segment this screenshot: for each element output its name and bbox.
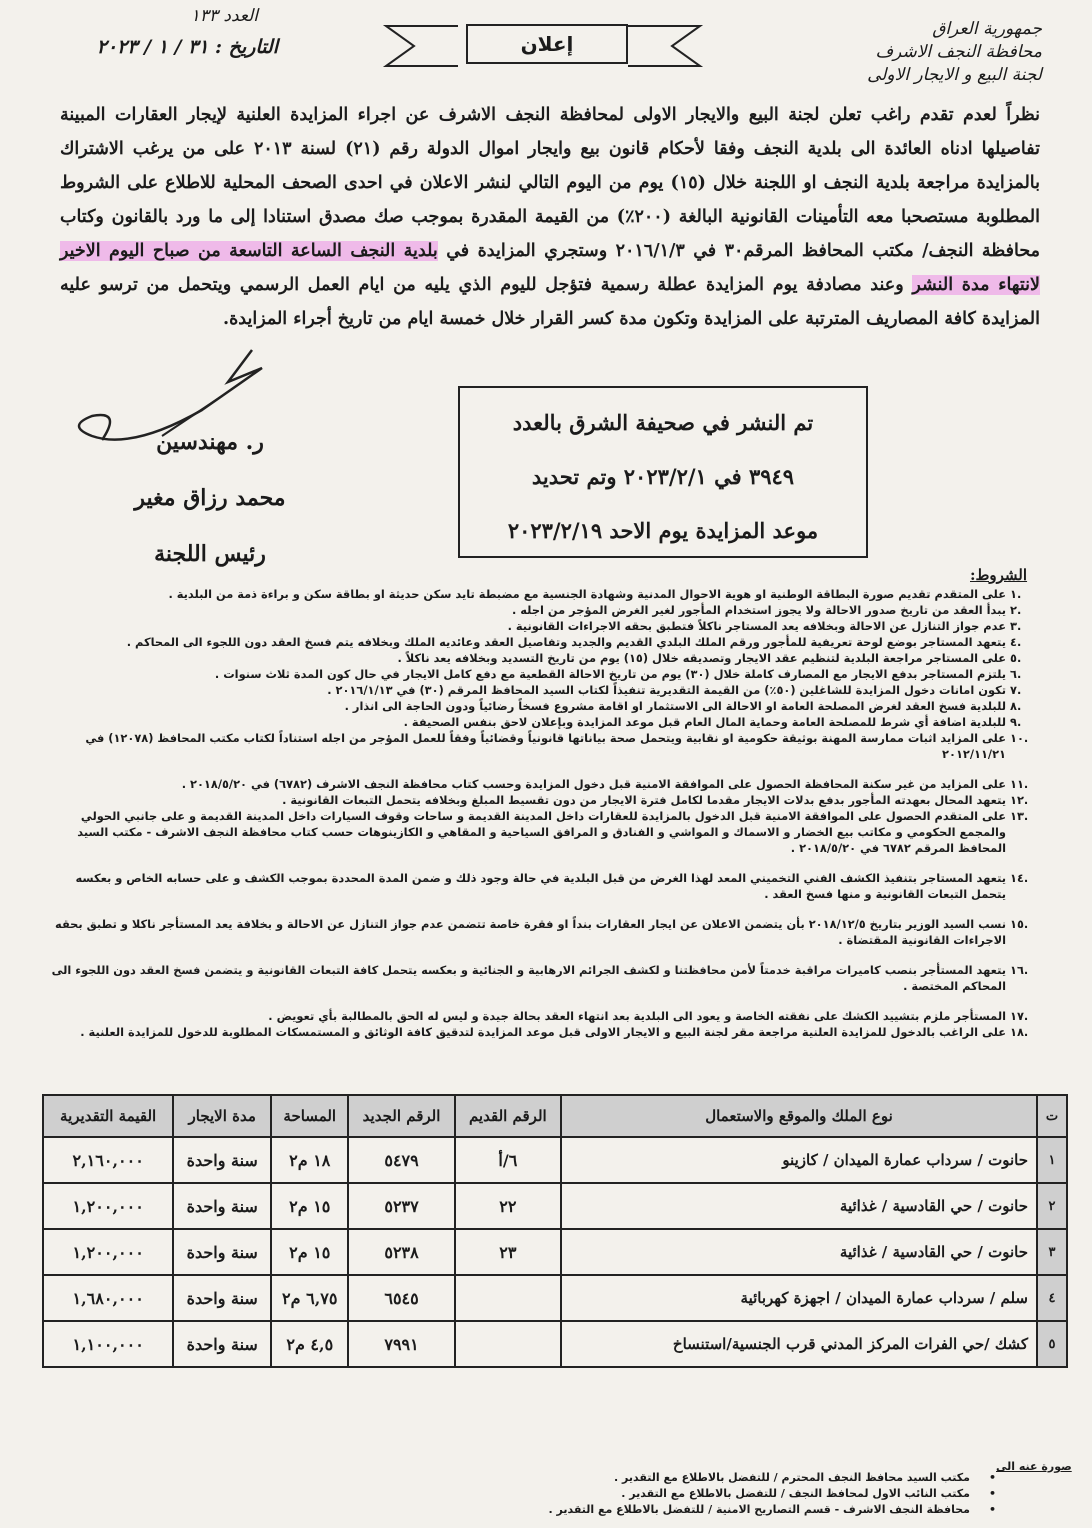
condition-item: .١ على المتقدم تقديم صورة البطاقة الوطنية او هوية الاحوال المدنية وشهادة الجنسية مع مضبطة تايد سكن حديثة او بطاقة سكن و براءة ذمة من البلدية . bbox=[168, 587, 1022, 601]
table-row: ٥ كشك /حي الفرات المركز المدني قرب الجنسية/استنساخ ٧٩٩١ ٤,٥ م٢ سنة واحدة ١,١٠٠,٠٠٠ bbox=[43, 1321, 1067, 1367]
announcement-title: إعلان bbox=[466, 24, 628, 64]
publication-line-1: تم النشر في صحيفة الشرق بالعدد bbox=[512, 410, 814, 435]
table-row: ٢ حانوت / حي القادسية / غذائية ٢٢ ٥٢٣٧ ١٥ م٢ سنة واحدة ١,٢٠٠,٠٠٠ bbox=[43, 1183, 1067, 1229]
condition-item: .١٣ على المتقدم الحصول على الموافقة الامنية قبل الدخول بالمزايدة للعقارات داخل المدينة القديمة و ساحات وقوف السيارات داخل المدينة القديمة و على جانبي الحولي والمجمع الحكومي و مكاتب بيع الخضار و الاسماك و المواشي و الفنادق و المرافق السياحية و المقاهي و الكازينوهات حسب كتاب محافظة النجف الاشرف - مكتب السيد المحافظ المرقم ٦٧٨٢ في ٢٠١٨/٥/٢٠ . bbox=[77, 809, 1029, 855]
highlighted-auction-time: بلدية النجف الساعة التاسعة من صباح اليوم الاخير لانتهاء مدة النشر bbox=[60, 241, 1040, 295]
condition-item: .١٢ يتعهد المحال بعهدته المأجور بدفع بدلات الايجار مقدما لكامل فترة الايجار من دون تقسيط المبلغ وبخلافه يتحمل التبعات القانونية . bbox=[282, 793, 1029, 807]
signer-title: رئيس اللجنة bbox=[154, 541, 266, 567]
condition-item: .٧ تكون امانات دخول المزايدة للشاغلين (٥٠٪) من القيمة التقديرية تنفيذاً لكتاب السيد المحافظ المرقم (٣٠) في ٢٠١٦/١/١٣ . bbox=[327, 683, 1022, 697]
announcement-body bbox=[60, 98, 1040, 336]
condition-item: .٩ للبلدية اضافة أي شرط للمصلحة العامة وحماية المال العام قبل موعد المزايدة وبإعلان لاحق بنفس الصحيفة . bbox=[403, 715, 1022, 729]
publication-note-box bbox=[458, 386, 868, 558]
table-header-row bbox=[43, 1095, 1067, 1137]
condition-item: .٨ للبلدية فسخ العقد لغرض المصلحة العامة او الاحالة الى الاستثمار او اقامة مشروع فسخاً رضائياً ودون الحاجة الى انذار . bbox=[344, 699, 1022, 713]
conditions-list bbox=[46, 586, 1046, 1040]
column-header-new-number: الرقم الجديد bbox=[348, 1095, 454, 1137]
condition-item: .١٤ يتعهد المستاجر بتنفيذ الكشف الفني التخميني المعد لهذا الغرض من قبل البلدية في حالة وجود ذلك و ضمن المدة المحددة بموجب الكشف و على حسابه الخاص و بعكسه يتحمل التبعات القانونية و منها فسخ العقد . bbox=[75, 871, 1029, 901]
properties-table bbox=[42, 1094, 1068, 1368]
condition-item: .١١ على المزايد من غير سكنة المحافظة الحصول على الموافقة الامنية قبل دخول المزايدة وحسب كتاب محافظة النجف الاشرف (٦٧٨٢) في ٢٠١٨/٥/٢٠ . bbox=[181, 777, 1029, 791]
signature-block bbox=[110, 414, 310, 582]
issuer-line-governorate: محافظة النجف الاشرف bbox=[875, 42, 1042, 62]
condition-item: .١٦ يتعهد المستأجر بنصب كاميرات مراقبة خدمتاً لأمن محافظتنا و لكشف الجرائم الارهابية و الجنائية و بعكسه يتحمل كافة التبعات القانونية و يتضمن فسخ العقد دون اللجوء الى المحاكم المختصة . bbox=[51, 963, 1029, 993]
signer-name: محمد رزاق مغير bbox=[134, 485, 286, 511]
condition-item: .٦ يلتزم المستاجر بدفع الايجار مع المصارف كاملة خلال (٣٠) يوم من تاريخ الاحالة القطعية مع دفع كامل الايجار في حال كون المدة ثلاث سنوات . bbox=[214, 667, 1022, 681]
issuer-header bbox=[867, 18, 1042, 87]
body-text-end: وعند مصادفة يوم المزايدة عطلة رسمية فتؤجل لليوم الذي يليه من ايام العمل الرسمي ويتحمل من ترسو عليه المزايدة كافة المصاريف المترتبة على المزايدة وتكون مدة كسر القرار خلال خمسة ايام من تاريخ أجراء المزايدة. bbox=[60, 275, 1040, 329]
copy-to-item: • مكتب النائب الاول لمحافظ النجف / للتفضل بالاطلاع مع التقدير . bbox=[300, 1486, 1080, 1502]
document-date: التاريخ : ٣١ / ١ / ٢٠٢٣ bbox=[96, 36, 278, 58]
column-header-seq: ت bbox=[1037, 1095, 1067, 1137]
copy-to-heading: صورة عنه الى bbox=[996, 1460, 1072, 1473]
reference-header bbox=[88, 6, 278, 58]
document-number: العدد ١٣٣ bbox=[190, 6, 258, 26]
signer-rank: ر. مهندسين bbox=[156, 429, 264, 455]
issuer-line-country: جمهورية العراق bbox=[932, 19, 1042, 39]
condition-item: .٢ يبدأ العقد من تاريخ صدور الاحالة ولا يجوز استخدام المأجور لغير الغرض المؤجر من اجله . bbox=[511, 603, 1022, 617]
column-header-type: نوع الملك والموقع والاستعمال bbox=[561, 1095, 1037, 1137]
column-header-old-number: الرقم القديم bbox=[455, 1095, 561, 1137]
table-row: ٣ حانوت / حي القادسية / غذائية ٢٣ ٥٢٣٨ ١٥ م٢ سنة واحدة ١,٢٠٠,٠٠٠ bbox=[43, 1229, 1067, 1275]
condition-item: .١٠ على المزايد اثبات ممارسة المهنة بوثيقة حكومية او نقابية ويتحمل صحة بياناتها قانونياً وقضائياً وفقاً للعمل المؤجر من اجله استناداً لكتاب مكتب المحافظ (١٢٠٧٨) في ٢٠١٢/١١/٢١ bbox=[85, 731, 1029, 761]
conditions-heading: الشروط: bbox=[970, 566, 1028, 584]
issuer-line-committee: لجنة البيع و الايجار الاولى bbox=[867, 65, 1042, 85]
column-header-area: المساحة bbox=[271, 1095, 348, 1137]
table-row: ١ حانوت / سرداب عمارة الميدان / كازينو ٦/أ ٥٤٧٩ ١٨ م٢ سنة واحدة ٢,١٦٠,٠٠٠ bbox=[43, 1137, 1067, 1183]
column-header-duration: مدة الايجار bbox=[173, 1095, 271, 1137]
condition-item: .٣ عدم جواز التنازل عن الاحالة وبخلافه يعد المستاجر ناكلاً فتطبق بحقه الاجراءات القانونية . bbox=[507, 619, 1022, 633]
publication-line-2: ٣٩٤٩ في ٢٠٢٣/٢/١ وتم تحديد bbox=[531, 464, 795, 489]
condition-item: .٤ يتعهد المستاجر بوضع لوحة تعريفية للمأجور ورقم الملك البلدي القديم والجديد وتفاصيل العقد وعائديه الملك وبخلافه يتم فسخ العقد دون اللجوء الى المحاكم . bbox=[126, 635, 1022, 649]
copy-to-item: • مكتب السيد محافظ النجف المحترم / للتفضل بالاطلاع مع التقدير . bbox=[300, 1470, 1080, 1486]
body-text-start: نظراً لعدم تقدم راغب تعلن لجنة البيع والايجار الاولى لمحافظة النجف الاشرف عن اجراء المزايدة العلنية لإيجار العقارات المبينة تفاصيلها ادناه العائدة الى بلدية النجف وفقا لأحكام قانون بيع وايجار اموال الدولة رقم (٢١) لسنة ٢٠١٣ على من يرغب الاشتراك بالمزايدة مراجعة بلدية النجف او اللجنة خلال (١٥) يوم من اليوم التالي لنشر الاعلان في احدى الصحف المحلية للاطلاع على الشروط المطلوبة مستصحبا معه التأمينات القانونية البالغة (٢٠٠٪) من القيمة المقدرة بموجب صك مصدق استنادا إلى ما ورد بالقانون وكتاب محافظة النجف/ مكتب المحافظ المرقم٣٠ في ٢٠١٦/١/٣ وستجري المزايدة في bbox=[60, 105, 1041, 261]
copy-to-item: • محافظة النجف الاشرف - قسم التصاريح الامنية / للتفضل بالاطلاع مع التقدير . bbox=[300, 1502, 1080, 1518]
publication-line-3: موعد المزايدة يوم الاحد ٢٠٢٣/٢/١٩ bbox=[507, 518, 819, 543]
copy-to-list bbox=[300, 1470, 1080, 1518]
table-row: ٤ سلم / سرداب عمارة الميدان / اجهزة كهربائية ٦٥٤٥ ٦,٧٥ م٢ سنة واحدة ١,٦٨٠,٠٠٠ bbox=[43, 1275, 1067, 1321]
condition-item: .٥ على المستاجر مراجعة البلدية لتنظيم عقد الايجار وتصديقه خلال (١٥) يوم من تاريخ التسديد وبخلافه يعد ناكلاً . bbox=[397, 651, 1022, 665]
condition-item: .١٨ على الراغب بالدخول للمزايدة العلنية مراجعة مقر لجنة البيع و الايجار الاولى قبل موعد المزايدة لتدقيق كافة الوثائق و المستمسكات المطلوبة للدخول للمزايدة العلنية . bbox=[80, 1025, 1029, 1039]
column-header-value: القيمة التقديرية bbox=[43, 1095, 173, 1137]
condition-item: .١٧ المستأجر ملزم بتشييد الكشك على نفقته الخاصة و يعود الى البلدية بعد انتهاء العقد بحالة جيدة و ليس له الحق بالمطالبة بأي تعويض . bbox=[268, 1009, 1029, 1023]
condition-item: .١٥ نسب السيد الوزير بتاريخ ٢٠١٨/١٢/٥ بأن يتضمن الاعلان عن ايجار العقارات بنداً او فقرة خاصة تتضمن عدم جواز التنازل عن الاحالة و بخلافة يعد المستأجر ناكلا و تطبق بحقه الاجراءات القانونية المقتضاة . bbox=[55, 917, 1029, 947]
